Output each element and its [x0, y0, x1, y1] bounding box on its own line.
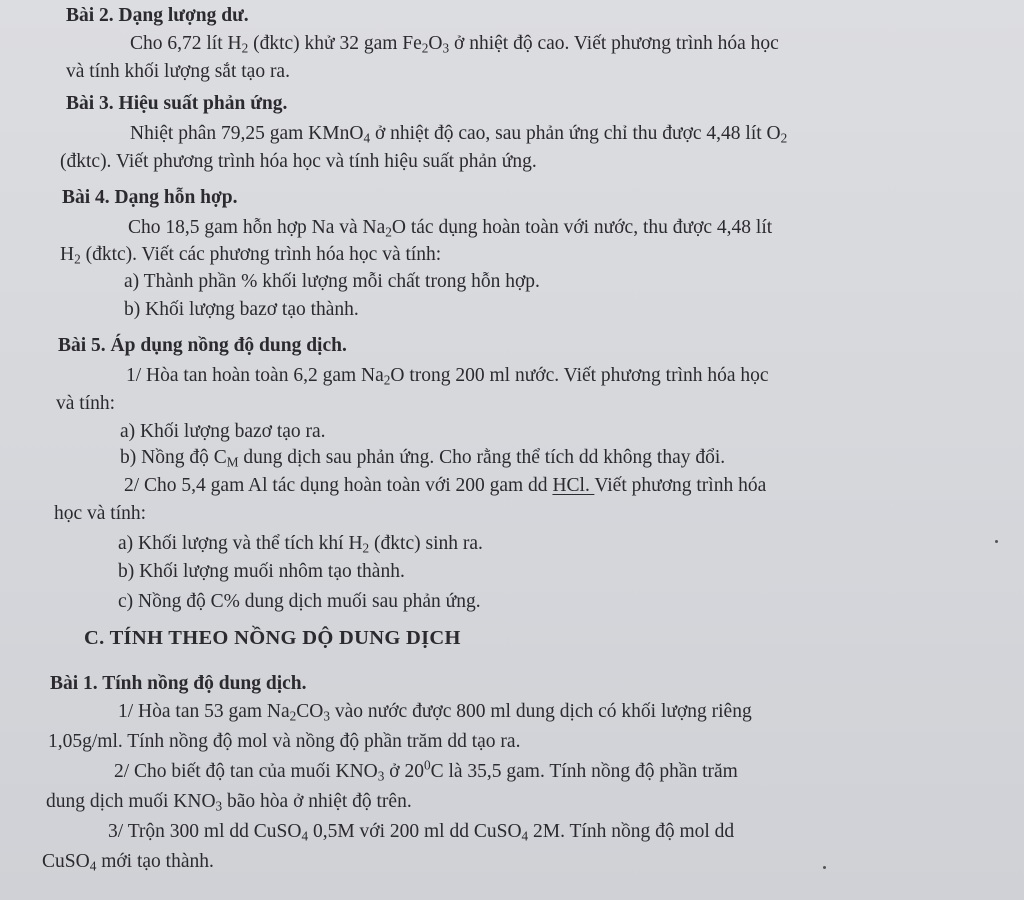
bai4-item-b: b) Khối lượng bazơ tạo thành. [124, 299, 359, 320]
bai2-line2: và tính khối lượng sắt tạo ra. [66, 61, 290, 82]
bai4-title: Bài 4. Dạng hỗn hợp. [62, 187, 238, 208]
baiC1-p1-line2: 1,05g/ml. Tính nồng độ mol và nồng độ phần trăm dd tạo ra. [48, 731, 521, 752]
baiC1-p2-line2: dung dịch muối $KNO_3$ bão hòa ở nhiệt độ trên. [46, 791, 412, 814]
bai5-p2-item-a: a) Khối lượng và thể tích khí $H_2$ (đktc) sinh ra. [118, 533, 483, 556]
paper-speck [995, 540, 998, 543]
bai3-title: Bài 3. Hiệu suất phản ứng. [66, 93, 288, 114]
bai5-p2-item-c: c) Nồng độ C% dung dịch muối sau phản ứng. [118, 591, 481, 612]
bai5-p1-item-b: b) Nồng độ $C_M$ dung dịch sau phản ứng. Cho rằng thể tích dd không thay đổi. [120, 447, 726, 470]
bai5-p1-line2: và tính: [56, 393, 116, 414]
bai5-title: Bài 5. Áp dụng nồng độ dung dịch. [58, 335, 347, 356]
bai4-line2: $H_2$ (đktc). Viết các phương trình hóa học và tính: [60, 244, 442, 267]
bai3-line2: (đktc). Viết phương trình hóa học và tính hiệu suất phản ứng. [60, 151, 537, 172]
bai5-p2-line1: 2/ Cho 5,4 gam Al tác dụng hoàn toàn với 200 gam dd HCl. Viết phương trình hóa [124, 475, 767, 496]
section-c-title: C. TÍNH THEO NỒNG DỘ DUNG DỊCH [84, 627, 461, 649]
bai2-title: Bài 2. Dạng lượng dư. [66, 5, 249, 26]
baiC1-p3-line1: 3/ Trộn 300 ml dd CuSO$_4$ 0,5M với 200 ml dd CuSO$_4$ 2M. Tính nồng độ mol dd [108, 821, 735, 844]
bai5-p1-item-a: a) Khối lượng bazơ tạo ra. [120, 421, 326, 442]
bai4-item-a: a) Thành phần % khối lượng mỗi chất trong hỗn hợp. [124, 271, 540, 292]
bai3-line1: Nhiệt phân 79,25 gam KMnO$_4$ ở nhiệt độ cao, sau phản ứng chỉ thu được 4,48 lít $O_2$ [130, 123, 788, 146]
bai4-line1: Cho 18,5 gam hỗn hợp Na và $Na_2O$ tác dụng hoàn toàn với nước, thu được 4,48 lít [128, 217, 773, 240]
bai2-line1: Cho 6,72 lít $H_2$ (đktc) khử 32 gam $Fe_2O_3$ ở nhiệt độ cao. Viết phương trình hóa học [130, 33, 779, 56]
baiC1-p3-line2: CuSO$_4$ mới tạo thành. [42, 851, 214, 874]
bai5-p2-item-b: b) Khối lượng muối nhôm tạo thành. [118, 561, 405, 582]
baiC1-p1-line1: 1/ Hòa tan 53 gam $Na_2CO_3$ vào nước được 800 ml dung dịch có khối lượng riêng [118, 701, 752, 724]
bai5-p1-line1: 1/ Hòa tan hoàn toàn 6,2 gam $Na_2O$ trong 200 ml nước. Viết phương trình hóa học [126, 365, 769, 388]
bai5-p2-line2: học và tính: [54, 503, 147, 524]
baiC1-title: Bài 1. Tính nồng độ dung dịch. [50, 673, 307, 694]
paper-speck [823, 866, 826, 869]
baiC1-p2-line1: 2/ Cho biết độ tan của muối $KNO_3$ ở $20^0C$ là 35,5 gam. Tính nồng độ phần trăm [114, 757, 738, 784]
